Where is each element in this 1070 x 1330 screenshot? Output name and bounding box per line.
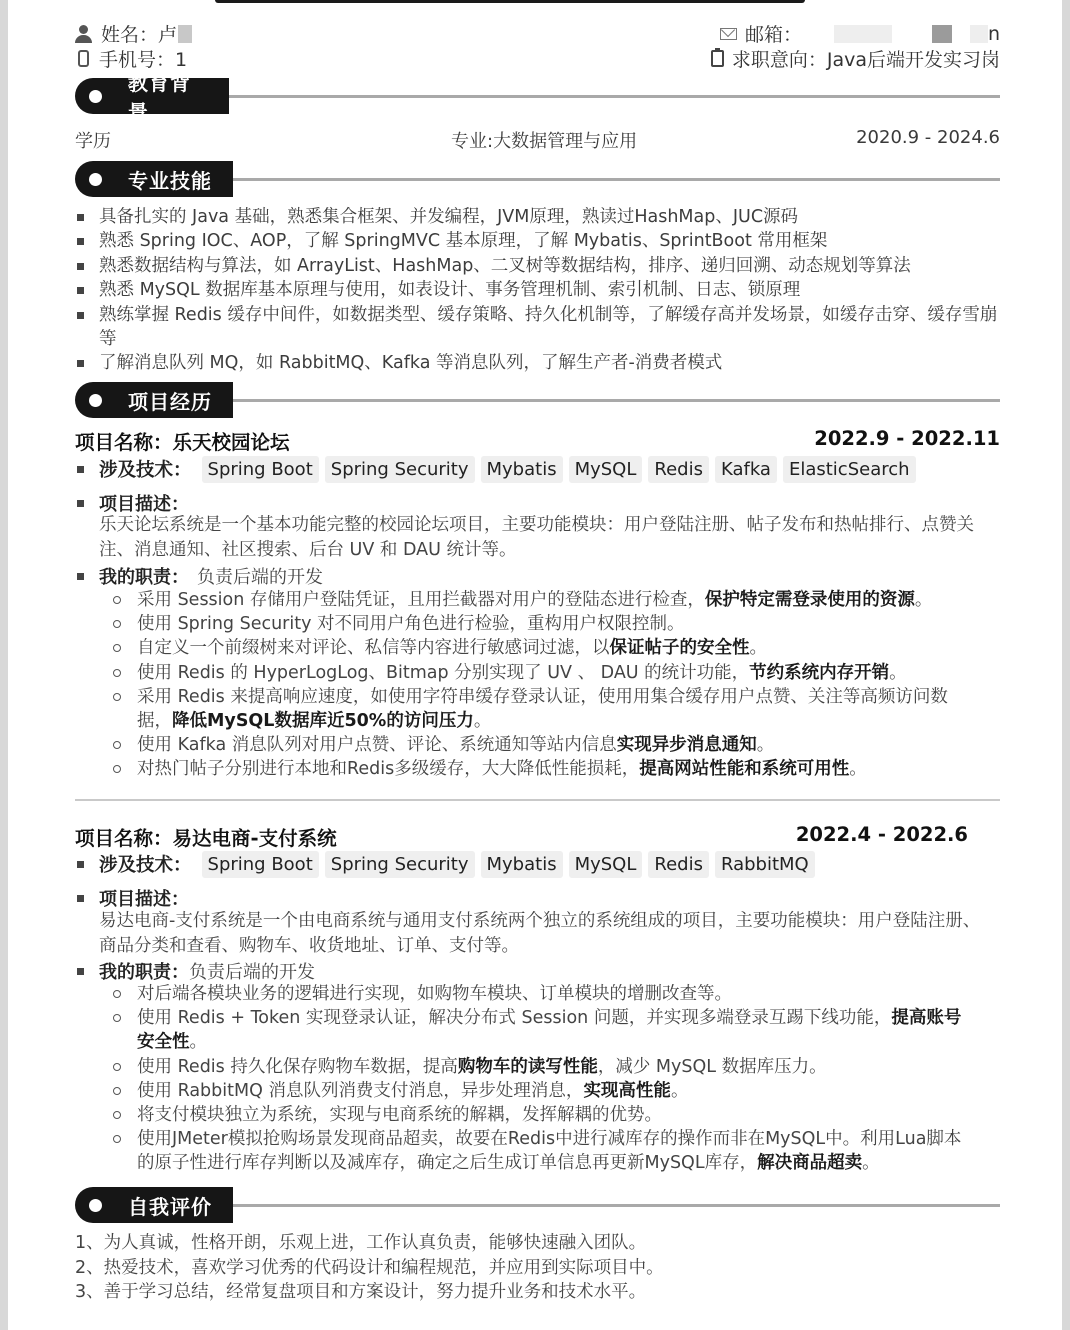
description-label: 项目描述： bbox=[99, 494, 189, 515]
section-tab bbox=[75, 1187, 233, 1223]
redacted-block bbox=[932, 25, 952, 43]
point-highlight: 解决商品超卖 bbox=[757, 1153, 863, 1174]
duty-point bbox=[113, 612, 973, 636]
section-rule bbox=[233, 399, 1000, 402]
skills-list bbox=[75, 205, 1000, 376]
duty-point bbox=[113, 1127, 973, 1175]
point-text: 使用 Spring Security 对不同用户角色进行检验，重构用户权限控制。 bbox=[137, 614, 685, 635]
duty-label: 我的职责： bbox=[99, 962, 189, 983]
point-text: 采用 Session 存储用户登陆凭证，且用拦截器对用户的登陆态进行检查， bbox=[137, 590, 705, 610]
duty-point bbox=[113, 757, 973, 781]
tech-tag: Spring Security bbox=[325, 456, 475, 483]
duty-point bbox=[113, 982, 973, 1006]
tech-tag: Spring Security bbox=[325, 851, 475, 878]
education-period: 2020.9 - 2024.6 bbox=[856, 127, 1000, 148]
point-text: 对后端各模块业务的逻辑进行实现，如购物车模块、订单模块的增删改查等。 bbox=[137, 984, 732, 1004]
tech-tag: ElasticSearch bbox=[783, 456, 916, 483]
point-highlight: 实现高性能 bbox=[583, 1080, 671, 1101]
duty-point bbox=[113, 588, 973, 612]
intent-field bbox=[711, 45, 1000, 72]
point-tail: 。 bbox=[756, 735, 775, 756]
redacted-block bbox=[834, 25, 892, 43]
duty-point bbox=[113, 1006, 973, 1054]
section-rule bbox=[233, 178, 1000, 181]
clipboard-icon bbox=[711, 50, 724, 67]
bullet-square-icon bbox=[77, 861, 84, 868]
point-tail: 。 bbox=[749, 638, 767, 659]
tech-tag: MySQL bbox=[569, 456, 643, 483]
point-text: 对热门帖子分别进行本地和Redis多级缓存，大大降低性能损耗， bbox=[137, 759, 640, 780]
header-row-2 bbox=[75, 45, 1000, 69]
bullet-square-icon bbox=[77, 500, 84, 507]
bullet-dot-icon bbox=[89, 1199, 102, 1212]
email-tail: n bbox=[987, 22, 1000, 45]
project-description: 乐天论坛系统是一个基本功能完整的校园论坛项目，主要功能模块：用户登陆注册、帖子发布和热帖排行、点赞关注、消息通知、社区搜索、后台 UV 和 DAU 统计等。 bbox=[99, 515, 974, 560]
point-highlight: 提高网站性能和系统可用性 bbox=[639, 759, 850, 780]
point-text: 采用 Redis 来提高响应速度，如使用字符串缓存登录认证，使用用集合缓存用户点赞、关注等高频访问数据， bbox=[137, 686, 948, 732]
person-icon bbox=[75, 25, 93, 43]
name-field bbox=[75, 20, 192, 47]
point-text: 使用 Redis + Token 实现登录认证，解决分布式 Session 问题，并实现多端登录互踢下线功能， bbox=[137, 1008, 892, 1029]
project-period: 2022.4 - 2022.6 bbox=[795, 823, 968, 846]
section-skills bbox=[75, 161, 1000, 197]
point-text: 使用 Redis 的 HyperLogLog、Bitmap 分别实现了 UV 、 DAU 的统计功能， bbox=[137, 662, 750, 683]
duty-point bbox=[113, 1103, 973, 1127]
duty-label-row bbox=[75, 958, 315, 984]
page-edge-left bbox=[0, 0, 8, 1330]
tech-tag: Kafka bbox=[715, 456, 777, 483]
self-eval-list bbox=[75, 1231, 1000, 1305]
section-title: 项目经历 bbox=[128, 389, 212, 414]
duty-label-row bbox=[75, 563, 323, 589]
section-rule bbox=[233, 1204, 1000, 1207]
section-title: 教育背景 bbox=[127, 71, 191, 124]
tech-tag: Mybatis bbox=[481, 456, 563, 483]
section-tab bbox=[75, 71, 229, 124]
name-label: 姓名：卢 bbox=[101, 24, 178, 46]
bullet-dot-icon bbox=[89, 90, 102, 103]
point-highlight: 节约系统内存开销 bbox=[749, 662, 890, 683]
point-tail: 。 bbox=[189, 1032, 207, 1053]
self-eval-item: 3、善于学习总结，经常复盘项目和方案设计，努力提升业务和技术水平。 bbox=[75, 1282, 647, 1302]
point-text: 使用 Kafka 消息队列对用户点赞、评论、系统通知等站内信息 bbox=[137, 735, 617, 756]
skill-item: 熟悉 Spring IOC、AOP，了解 SpringMVC 基本原理，了解 Mybatis、SprintBoot 常用框架 bbox=[75, 229, 1000, 253]
point-tail: 。 bbox=[914, 590, 933, 610]
tech-tag: Spring Boot bbox=[202, 456, 319, 483]
description-label: 项目描述： bbox=[99, 889, 189, 910]
redacted-block bbox=[178, 25, 192, 43]
project-title-row bbox=[75, 427, 1000, 453]
project-name: 项目名称：乐天校园论坛 bbox=[75, 431, 290, 454]
point-highlight: 提高账号安全性 bbox=[137, 1008, 962, 1053]
major: 专业:大数据管理与应用 bbox=[451, 131, 638, 152]
duty-text: 负责后端的开发 bbox=[197, 567, 323, 588]
duty-point bbox=[113, 685, 973, 733]
phone-label: 手机号：1 bbox=[99, 49, 188, 71]
project-title-row bbox=[75, 823, 1000, 849]
point-text: 自定义一个前缀树来对评论、私信等内容进行敏感词过滤，以 bbox=[137, 638, 610, 659]
point-highlight: 实现异步消息通知 bbox=[616, 735, 757, 756]
section-rule bbox=[229, 95, 1000, 98]
duty-point bbox=[113, 1055, 973, 1079]
description-label-row bbox=[75, 885, 189, 911]
duty-point bbox=[113, 661, 973, 685]
phone-icon bbox=[78, 50, 89, 67]
bullet-square-icon bbox=[77, 895, 84, 902]
project-description: 易达电商-支付系统是一个由电商系统与通用支付系统两个独立的系统组成的项目，主要功能模块：用户登陆注册、商品分类和查看、购物车、收货地址、订单、支付等。 bbox=[99, 911, 981, 956]
tech-stack-row bbox=[75, 453, 922, 485]
point-text: 使用 Redis 持久化保存购物车数据，提高 bbox=[137, 1056, 458, 1077]
point-text: 使用JMeter模拟抢购场景发现商品超卖，故要在Redis中进行减库存的操作而非在MySQL中。利用Lua脚本的原子性进行库存判断以及减库存，确定之后生成订单信息再更新MySQL库存， bbox=[137, 1129, 962, 1174]
top-strip bbox=[215, 0, 805, 3]
bullet-square-icon bbox=[77, 466, 84, 473]
point-text: 使用 RabbitMQ 消息队列消费支付消息，异步处理消息， bbox=[137, 1080, 584, 1101]
duty-points bbox=[113, 982, 973, 1176]
mail-icon bbox=[720, 28, 737, 40]
intent-label: 求职意向：Java后端开发实习岗 bbox=[731, 49, 1000, 71]
section-projects bbox=[75, 382, 1000, 418]
point-tail: 。 bbox=[889, 662, 907, 683]
point-tail: 。 bbox=[862, 1153, 880, 1174]
redacted-block bbox=[970, 25, 988, 43]
skill-item: 熟练掌握 Redis 缓存中间件，如数据类型、缓存策略、持久化机制等，了解缓存高并发场景，如缓存击穿、缓存雪崩等 bbox=[75, 303, 1000, 352]
tech-label: 涉及技术： bbox=[99, 855, 192, 876]
point-tail: 。 bbox=[670, 1080, 689, 1101]
self-eval-item: 2、热爱技术，喜欢学习优秀的代码设计和编程规范，并应用到实际项目中。 bbox=[75, 1257, 664, 1278]
point-text: 将支付模块独立为系统，实现与电商系统的解耦，发挥解耦的优势。 bbox=[137, 1105, 662, 1126]
tech-label: 涉及技术： bbox=[99, 460, 192, 481]
section-education bbox=[75, 71, 1000, 124]
duty-text: 负责后端的开发 bbox=[189, 962, 315, 983]
section-tab bbox=[75, 161, 233, 197]
section-title: 自我评价 bbox=[128, 1194, 212, 1219]
tech-tag: Mybatis bbox=[481, 851, 563, 878]
page-edge-right bbox=[1062, 0, 1070, 1330]
project-divider bbox=[75, 799, 1000, 801]
bullet-dot-icon bbox=[89, 173, 102, 186]
bullet-dot-icon bbox=[89, 394, 102, 407]
point-highlight: 保护特定需登录使用的资源 bbox=[704, 590, 915, 610]
education-row bbox=[75, 127, 1000, 151]
point-highlight: 保证帖子的安全性 bbox=[609, 638, 750, 659]
duty-point bbox=[113, 1079, 973, 1103]
project-name: 项目名称：易达电商-支付系统 bbox=[75, 827, 337, 850]
section-self-eval bbox=[75, 1187, 1000, 1223]
point-tail: 。 bbox=[849, 759, 867, 780]
project-period: 2022.9 - 2022.11 bbox=[814, 427, 1000, 450]
tech-tag: RabbitMQ bbox=[715, 851, 815, 878]
bullet-square-icon bbox=[77, 573, 84, 580]
section-title: 专业技能 bbox=[128, 168, 212, 193]
tech-tag: Redis bbox=[648, 456, 709, 483]
tech-tag: Spring Boot bbox=[202, 851, 319, 878]
skill-item: 熟悉数据结构与算法，如 ArrayList、HashMap、二叉树等数据结构，排序、递归回溯、动态规划等算法 bbox=[75, 254, 1000, 278]
skill-item: 具备扎实的 Java 基础，熟悉集合框架、并发编程，JVM原理，熟读过HashMap、JUC源码 bbox=[75, 205, 1000, 229]
bullet-square-icon bbox=[77, 968, 84, 975]
skill-item: 熟悉 MySQL 数据库基本原理与使用，如表设计、事务管理机制、索引机制、日志、锁原理 bbox=[75, 278, 1000, 302]
degree: 学历 bbox=[75, 131, 111, 152]
tech-tag: MySQL bbox=[569, 851, 643, 878]
self-eval-item: 1、为人真诚，性格开朗，乐观上进，工作认真负责，能够快速融入团队。 bbox=[75, 1233, 647, 1253]
email-field bbox=[720, 20, 1000, 47]
skill-item: 了解消息队列 MQ，如 RabbitMQ、Kafka 等消息队列，了解生产者-消费者模式 bbox=[75, 351, 1000, 375]
duty-points bbox=[113, 588, 973, 782]
tech-tag: Redis bbox=[648, 851, 709, 878]
email-label: 邮箱： bbox=[744, 24, 802, 46]
tech-stack-row bbox=[75, 848, 821, 880]
point-highlight: 购物车的读写性能 bbox=[457, 1056, 598, 1077]
point-tail: 。 bbox=[473, 711, 492, 732]
point-tail: ，减少 MySQL 数据库压力。 bbox=[597, 1056, 827, 1077]
duty-point bbox=[113, 733, 973, 757]
duty-label: 我的职责： bbox=[99, 567, 189, 588]
header-row-1 bbox=[75, 20, 1000, 44]
duty-point bbox=[113, 636, 973, 660]
section-tab bbox=[75, 382, 233, 418]
point-highlight: 降低MySQL数据库近50%的访问压力 bbox=[172, 711, 474, 732]
